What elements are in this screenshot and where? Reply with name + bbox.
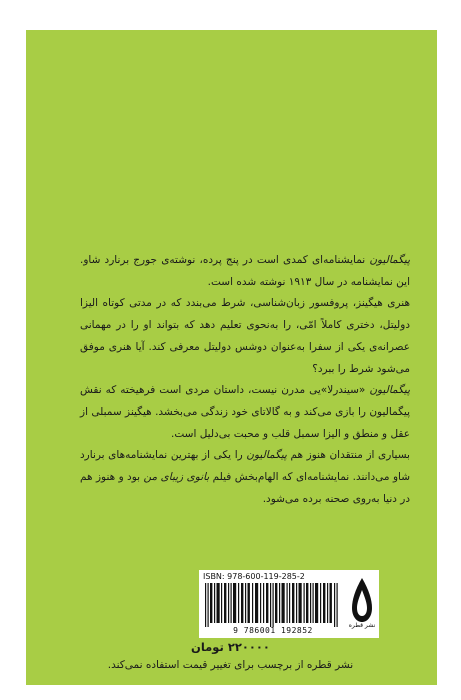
blurb-paragraph-2: هنری هیگینز، پروفسور زبان‌شناسی، شرط می‌بندد که در مدتی کوتاه الیزا دولیتل، دختری کاملاً امّی، را به‌نحوی تعلیم دهد که بتواند او را در مهمانی عصرانه‌ی یکی از سفرا به‌عنوان دوشس دولیتل معرفی کند. آیا هنری موفق می‌شود شرط را ببرد؟ xyxy=(80,297,410,375)
blurb-text xyxy=(80,250,410,510)
film-title: بانوی زیبای من xyxy=(143,471,210,484)
book-title: پیگمالیون xyxy=(246,449,287,462)
blurb-paragraph-4: بسیاری از منتقدان هنوز هم پیگمالیون را یکی از بهترین نمایشنامه‌های برنارد شاو می‌دانند. نمایشنامه‌ای که الهام‌بخش فیلم بانوی زیبای من بود و هنوز هم در دنیا به‌روی صحنه برده می‌شود. xyxy=(80,449,411,505)
isbn-text: ISBN: 978-600-119-285-2 xyxy=(203,572,305,581)
blurb-paragraph-3: پیگمالیون «سیندرلا»یی مدرن نیست، داستان مردی است فرهیخته که نقش پیگمالیون را بازی می‌کند و به گالاتای خود زندگی می‌بخشد. هیگینز سمبلی از عقل و منطق و الیزا سمبل قلب و محبت بی‌دلیل است. xyxy=(80,384,410,440)
book-title: پیگمالیون xyxy=(369,254,410,266)
publisher-name: نشر قطره xyxy=(348,622,376,629)
barcode-label xyxy=(199,570,379,638)
price: ۲۲۰۰۰۰ تومان xyxy=(191,640,270,654)
book-title: پیگمالیون xyxy=(369,384,410,397)
blurb-paragraph-1: پیگمالیون نمایشنامه‌ای کمدی است در پنج پرده، نوشته‌ی جورج برنارد شاو. این نمایشنامه در سال ۱۹۱۳ نوشته شده است. xyxy=(80,254,410,288)
barcode-image xyxy=(203,583,343,627)
price-notice: نشر قطره از برچسب برای تغییر قیمت استفاده نمی‌کند. xyxy=(107,659,354,671)
barcode-digits: 9 786001 192852 xyxy=(233,626,313,635)
